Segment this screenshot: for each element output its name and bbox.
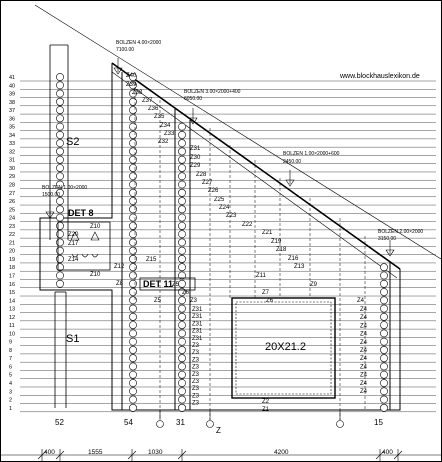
row-number: 9 (9, 339, 13, 346)
z-label: Z36 (148, 106, 159, 112)
row-number: 35 (9, 124, 16, 131)
bolt-5-value: 3150.00 (378, 236, 397, 242)
z-label: Z6 (182, 290, 190, 296)
log-end (178, 156, 185, 163)
log-end (129, 272, 136, 279)
log-end (178, 239, 185, 246)
row-number: 37 (9, 108, 16, 115)
log-end (56, 115, 63, 122)
z-label: Z3 (192, 371, 200, 378)
log-end (56, 82, 63, 89)
axis-z-label: Z (216, 426, 221, 435)
log-end (56, 272, 63, 279)
z-labels-column-15 (360, 307, 368, 395)
det11-label: DET 11 (143, 279, 174, 289)
log-end (178, 396, 185, 403)
log-end (178, 247, 185, 254)
wall-s2-label: S2 (66, 136, 80, 148)
log-end (129, 330, 136, 337)
wall-s1-label: S1 (66, 333, 80, 345)
log-end (129, 297, 136, 304)
det8-label: DET 8 (68, 208, 94, 218)
log-course-lines (20, 81, 436, 412)
log-end (56, 206, 63, 213)
log-end (129, 396, 136, 403)
row-number: 26 (9, 199, 16, 206)
log-end (178, 131, 185, 138)
z-label: Z27 (202, 180, 213, 186)
log-end (380, 363, 387, 370)
z-label: Z9 (310, 282, 318, 288)
z-label: Z24 (219, 205, 230, 211)
log-end (178, 255, 185, 262)
z-label: Z39 (126, 82, 137, 88)
row-number: 14 (9, 298, 16, 305)
log-end (56, 247, 63, 254)
z-label: Z3 (190, 298, 198, 304)
log-end (129, 98, 136, 105)
row-number-scale (9, 75, 15, 412)
row-number: 40 (9, 83, 16, 90)
log-end (129, 148, 136, 155)
z-label: Z4 (360, 356, 368, 363)
log-end (178, 140, 185, 147)
log-end (380, 330, 387, 337)
log-end (178, 330, 185, 337)
log-end (178, 164, 185, 171)
dimension-line (0, 449, 442, 461)
z-label: Z35 (154, 114, 165, 120)
row-number: 11 (9, 323, 15, 330)
row-number: 25 (9, 207, 16, 214)
log-end (129, 404, 136, 411)
z-label: Z10 (90, 224, 101, 230)
log-end (129, 214, 136, 221)
z-label: Z4 (360, 380, 368, 387)
z-label: Z37 (142, 98, 153, 104)
row-number: 20 (9, 248, 16, 255)
log-end (178, 355, 185, 362)
dimension-400-left: 400 (44, 449, 55, 456)
bolt-5-title: BOLZEN 2.00×2000 (378, 229, 424, 235)
z-label: Z40 (126, 73, 137, 79)
log-end (178, 404, 185, 411)
log-end (129, 123, 136, 130)
row-number: 31 (9, 157, 16, 164)
z-label: Z4 (357, 298, 365, 304)
log-end (129, 388, 136, 395)
z-label: Z6 (266, 298, 274, 304)
log-end (56, 73, 63, 80)
z-label: Z10 (90, 272, 101, 278)
z-label: Z3 (192, 379, 200, 385)
log-end (129, 173, 136, 180)
log-end (178, 371, 185, 378)
wall-s1-stub (55, 292, 66, 408)
dimension-1555: 1555 (88, 449, 103, 456)
log-end (178, 148, 185, 155)
log-end (56, 231, 63, 238)
construction-line (35, 5, 441, 259)
log-end (56, 173, 63, 180)
z-label: Z2 (262, 399, 270, 405)
row-number: 15 (9, 290, 16, 297)
axis-54-label: 54 (124, 418, 133, 427)
axis-52-label: 52 (55, 418, 64, 427)
z-label: Z4 (360, 364, 368, 371)
z-label: Z29 (190, 163, 201, 169)
z-label: Z4 (360, 372, 368, 379)
z-label: Z1 (262, 407, 270, 413)
log-end (129, 131, 136, 138)
z-label: Z28 (196, 172, 207, 178)
row-number: 2 (9, 397, 13, 404)
bolt-1-title: BOLZEN 4.00×2000 (116, 40, 162, 46)
row-number: 13 (9, 306, 16, 313)
drawing-border (1, 1, 442, 462)
z-label: Z22 (242, 222, 253, 228)
log-end (129, 313, 136, 320)
z-label: Z17 (68, 241, 79, 247)
z-label: Z4 (360, 348, 368, 354)
row-number: 36 (9, 116, 16, 123)
dimension-1030: 1030 (148, 449, 163, 456)
z-label: Z12 (114, 264, 125, 270)
row-number: 7 (9, 356, 13, 363)
log-end (178, 222, 185, 229)
bolt-4-title: BOLZEN 1.00×2000 (42, 185, 88, 191)
log-end (129, 346, 136, 353)
row-number: 28 (9, 182, 16, 189)
log-end (56, 156, 63, 163)
log-end (380, 288, 387, 295)
row-number: 5 (9, 372, 13, 379)
bolt-3-title: BOLZEN 1.00×2000+600 (283, 151, 340, 157)
log-end (129, 322, 136, 329)
row-number: 17 (9, 273, 16, 280)
row-number: 19 (9, 256, 16, 263)
bolt-3-value: 2450.00 (283, 159, 302, 165)
log-end (56, 90, 63, 97)
log-end (56, 106, 63, 113)
z-label: Z31 (192, 321, 203, 328)
z-label: Z4 (360, 323, 368, 330)
row-number: 10 (9, 331, 16, 338)
log-end (380, 355, 387, 362)
log-end (129, 264, 136, 271)
log-end (380, 388, 387, 395)
log-end (129, 115, 136, 122)
row-number: 30 (9, 165, 16, 172)
log-end (380, 322, 387, 329)
z-label: Z21 (262, 230, 273, 236)
dimension-4200: 4200 (274, 449, 289, 456)
log-end (380, 404, 387, 411)
z-label: Z31 (192, 307, 203, 313)
log-end (129, 206, 136, 213)
log-end (178, 313, 185, 320)
z-label: Z38 (132, 90, 143, 96)
row-number: 6 (9, 364, 13, 371)
log-end (56, 222, 63, 229)
log-end (380, 338, 387, 345)
log-end (56, 148, 63, 155)
z-label: Z4 (360, 315, 368, 322)
log-end (129, 355, 136, 362)
log-end (380, 346, 387, 353)
z-labels-column-31 (192, 307, 203, 407)
log-end (129, 280, 136, 287)
z-label: Z8 (116, 281, 124, 287)
z-label: Z4 (360, 339, 368, 346)
z-label: Z5 (154, 298, 162, 304)
row-number: 29 (9, 174, 16, 181)
log-end (56, 98, 63, 105)
log-end (129, 106, 136, 113)
row-number: 24 (9, 215, 16, 222)
z-label: Z31 (192, 335, 203, 342)
log-end (129, 197, 136, 204)
z-label: Z23 (226, 213, 237, 219)
z-label: Z3 (192, 364, 200, 371)
row-number: 39 (9, 91, 16, 98)
row-number: 33 (9, 141, 16, 148)
axis-15-label: 15 (374, 418, 383, 427)
log-end (129, 189, 136, 196)
log-end (129, 222, 136, 229)
log-end (56, 197, 63, 204)
website-url: www.blockhauslexikon.de (340, 73, 420, 80)
z-label: Z3 (192, 357, 200, 364)
log-end (129, 140, 136, 147)
log-end (56, 123, 63, 130)
z-label: Z32 (158, 139, 169, 145)
log-end (129, 231, 136, 238)
row-number: 16 (9, 281, 16, 288)
dimension-400-right: 400 (382, 449, 393, 456)
z-label: Z3 (192, 350, 200, 357)
bolt-4-value: 1500.00 (42, 192, 61, 198)
log-end (178, 388, 185, 395)
log-end (178, 297, 185, 304)
log-ends (56, 73, 387, 411)
z-label: Z16 (288, 256, 299, 262)
log-end (178, 346, 185, 353)
z-label: Z3 (192, 400, 200, 407)
log-end (178, 214, 185, 221)
log-end (129, 181, 136, 188)
log-end (129, 255, 136, 262)
row-number: 23 (9, 223, 16, 230)
log-end (380, 371, 387, 378)
z-label: Z14 (68, 257, 79, 263)
log-end (178, 305, 185, 312)
z-label: Z11 (256, 273, 266, 279)
log-end (178, 322, 185, 329)
log-end (178, 338, 185, 345)
log-end (380, 280, 387, 287)
roof-line-inner (112, 72, 397, 278)
z-label: Z4 (360, 389, 368, 395)
log-end (56, 140, 63, 147)
row-number: 32 (9, 149, 16, 156)
log-end (129, 239, 136, 246)
z-label: Z15 (146, 257, 157, 263)
bolt-2-title: BOLZEN 3.00×2000+400 (184, 89, 241, 95)
log-end (129, 338, 136, 345)
log-end (129, 305, 136, 312)
log-end (380, 264, 387, 271)
log-end (178, 173, 185, 180)
log-end (178, 363, 185, 370)
z-label: Z13 (294, 264, 305, 270)
row-number: 18 (9, 265, 16, 272)
log-end (380, 305, 387, 312)
log-end (380, 396, 387, 403)
row-number: 8 (9, 347, 13, 354)
z-label: Z30 (190, 155, 201, 161)
log-end (129, 379, 136, 386)
z-label: Z31 (190, 146, 201, 152)
log-end (129, 371, 136, 378)
row-number: 27 (9, 190, 16, 197)
row-number: 1 (9, 405, 13, 412)
z-label: Z7 (262, 290, 270, 296)
log-end (56, 255, 63, 262)
z-label: Z3 (192, 393, 200, 400)
row-number: 21 (9, 240, 16, 247)
z-label: Z3 (192, 386, 200, 393)
main-wall-outline (40, 63, 400, 410)
log-end (56, 164, 63, 171)
log-end (178, 181, 185, 188)
axis-31-label: 31 (176, 418, 185, 427)
log-end (380, 297, 387, 304)
log-end (56, 131, 63, 138)
z-label: Z34 (160, 123, 171, 129)
row-number: 3 (9, 389, 13, 396)
log-end (380, 379, 387, 386)
z-label: Z25 (214, 197, 225, 203)
log-end (178, 280, 185, 287)
bolt-2-value: 6050.00 (184, 96, 203, 102)
log-end (380, 313, 387, 320)
z-label: Z31 (192, 314, 203, 321)
log-end (129, 363, 136, 370)
log-end (178, 189, 185, 196)
z-label: Z18 (276, 247, 287, 253)
row-number: 12 (9, 314, 16, 321)
log-end (380, 272, 387, 279)
z-label: Z33 (164, 131, 175, 137)
log-end (129, 164, 136, 171)
log-end (56, 214, 63, 221)
log-end (178, 231, 185, 238)
window-label: 20X21.2 (265, 341, 306, 353)
z-label: Z3 (192, 343, 200, 349)
row-number: 4 (9, 380, 13, 387)
z-label: Z5 (172, 282, 180, 288)
log-end (178, 197, 185, 204)
z-label: Z4 (360, 307, 368, 313)
log-end (178, 379, 185, 386)
log-end (178, 206, 185, 213)
row-number: 34 (9, 132, 16, 139)
log-end (178, 123, 185, 130)
log-end (56, 280, 63, 287)
row-number: 41 (9, 75, 16, 81)
z-label: Z20 (68, 232, 79, 238)
row-number: 22 (9, 232, 16, 239)
log-end (129, 156, 136, 163)
z-label: Z31 (192, 328, 203, 335)
log-end (178, 264, 185, 271)
z-label: Z4 (360, 331, 368, 338)
row-number: 38 (9, 99, 16, 106)
log-end (56, 239, 63, 246)
z-label: Z19 (271, 239, 282, 245)
bolt-1-value: 7100.00 (116, 47, 135, 53)
log-end (129, 288, 136, 295)
z-label: Z26 (208, 188, 219, 194)
log-end (129, 247, 136, 254)
